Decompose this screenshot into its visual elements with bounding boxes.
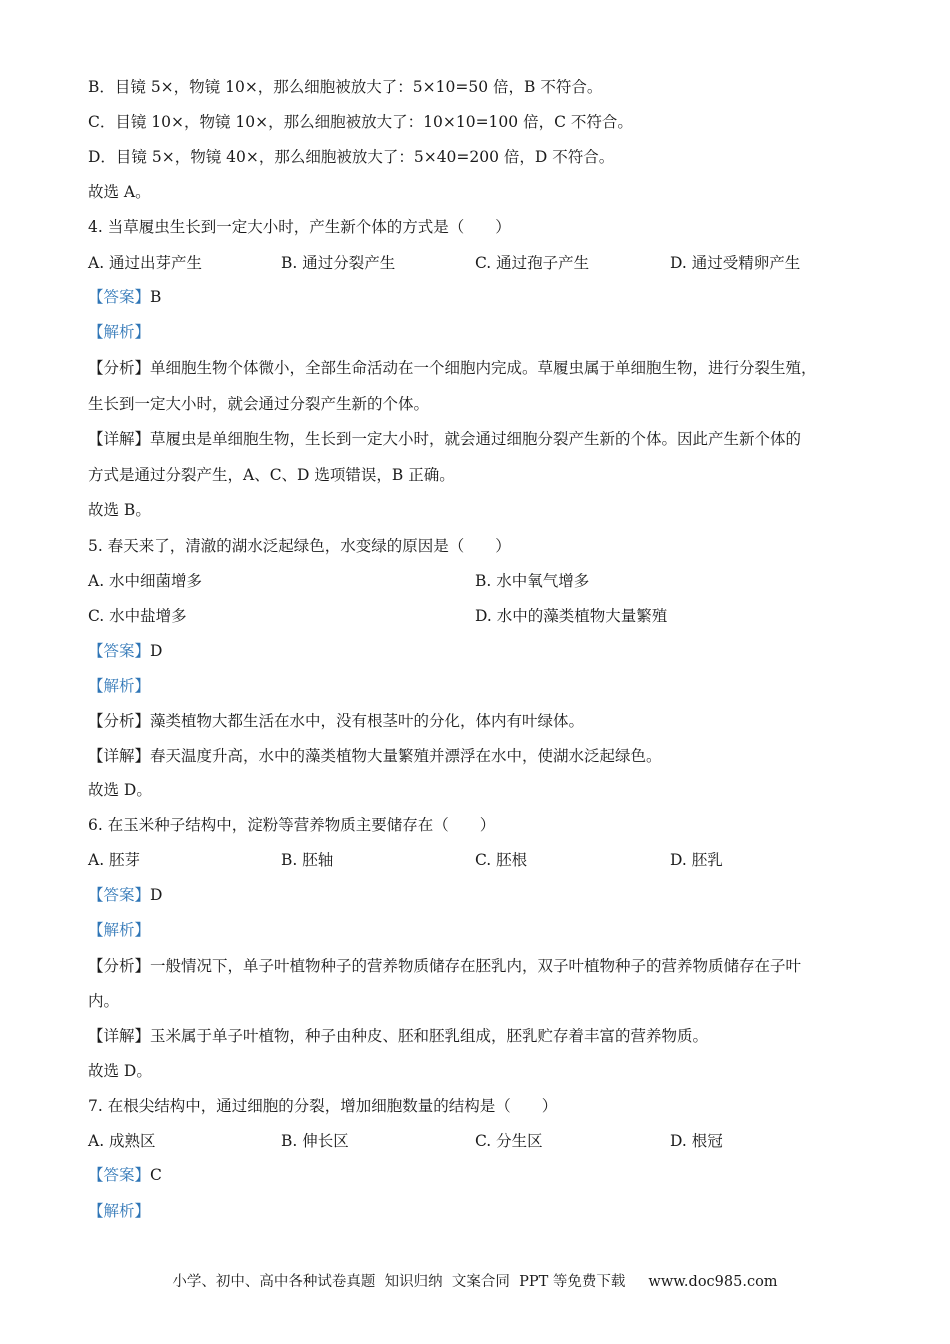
q5-analysis-tag bbox=[88, 676, 150, 696]
answer-tag: 【答案】 bbox=[88, 1166, 151, 1184]
q4-option-d: D. 通过受精卵产生 bbox=[670, 254, 801, 272]
q7-answer bbox=[88, 1165, 162, 1185]
q5-xiangjie-line1 bbox=[88, 746, 662, 766]
answer-tag: 【答案】 bbox=[88, 288, 151, 306]
q7-option-b: B. 伸长区 bbox=[281, 1132, 349, 1150]
q6-option-b: B. 胚轴 bbox=[281, 851, 334, 869]
question-5: 5. 春天来了，清澈的湖水泛起绿色，水变绿的原因是（ ） bbox=[88, 537, 511, 555]
q4-fenxi-line2: 生长到一定大小时，就会通过分裂产生新的个体。 bbox=[88, 395, 430, 413]
q6-fenxi-line2: 内。 bbox=[88, 992, 120, 1010]
q5-option-c: C. 水中盐增多 bbox=[88, 607, 187, 625]
q5-option-d: D. 水中的藻类植物大量繁殖 bbox=[475, 607, 668, 625]
q4-conclusion: 故选 B。 bbox=[88, 501, 151, 519]
answer-tag: 【答案】 bbox=[88, 886, 151, 904]
q7-analysis-tag bbox=[88, 1201, 150, 1221]
xiangjie-tag: 【详解】 bbox=[88, 1027, 151, 1045]
xiangjie-text: 春天温度升高，水中的藻类植物大量繁殖并漂浮在水中，使湖水泛起绿色。 bbox=[150, 747, 662, 765]
q6-conclusion: 故选 D。 bbox=[88, 1062, 152, 1080]
q7-option-a: A. 成熟区 bbox=[88, 1132, 156, 1150]
q6-fenxi-line1 bbox=[88, 956, 801, 976]
analysis-tag: 【解析】 bbox=[88, 1202, 151, 1220]
question-7: 7. 在根尖结构中，通过细胞的分裂，增加细胞数量的结构是（ ） bbox=[88, 1097, 558, 1115]
xiangjie-text: 草履虫是单细胞生物，生长到一定大小时，就会通过细胞分裂产生新的个体。因此产生新个体的 bbox=[150, 430, 802, 448]
q6-answer bbox=[88, 885, 162, 905]
q5-answer bbox=[88, 641, 162, 661]
answer-value: D bbox=[150, 642, 163, 660]
analysis-tag: 【解析】 bbox=[88, 323, 151, 341]
q6-analysis-tag bbox=[88, 920, 150, 940]
q6-xiangjie-line1 bbox=[88, 1026, 708, 1046]
q4-analysis-tag bbox=[88, 322, 150, 342]
fenxi-tag: 【分析】 bbox=[88, 359, 151, 377]
answer-value: B bbox=[150, 288, 162, 306]
q4-xiangjie-line2: 方式是通过分裂产生，A、C、D 选项错误，B 正确。 bbox=[88, 466, 455, 484]
answer-value: C bbox=[150, 1166, 162, 1184]
question-4: 4. 当草履虫生长到一定大小时，产生新个体的方式是（ ） bbox=[88, 218, 511, 236]
q4-option-b: B. 通过分裂产生 bbox=[281, 254, 396, 272]
q5-fenxi-line1 bbox=[88, 711, 584, 731]
xiangjie-tag: 【详解】 bbox=[88, 430, 151, 448]
option-line: B．目镜 5×，物镜 10×，那么细胞被放大了：5×10=50 倍，B 不符合。 bbox=[88, 78, 603, 96]
xiangjie-tag: 【详解】 bbox=[88, 747, 151, 765]
fenxi-text: 藻类植物大都生活在水中，没有根茎叶的分化，体内有叶绿体。 bbox=[150, 712, 585, 730]
q6-option-c: C. 胚根 bbox=[475, 851, 528, 869]
option-line: D．目镜 5×，物镜 40×，那么细胞被放大了：5×40=200 倍，D 不符合。 bbox=[88, 148, 615, 166]
option-line: C．目镜 10×，物镜 10×，那么细胞被放大了：10×10=100 倍，C 不符合。 bbox=[88, 113, 633, 131]
q5-conclusion: 故选 D。 bbox=[88, 781, 152, 799]
fenxi-text: 一般情况下，单子叶植物种子的营养物质储存在胚乳内，双子叶植物种子的营养物质储存在子叶 bbox=[150, 957, 802, 975]
q4-answer bbox=[88, 287, 161, 307]
analysis-tag: 【解析】 bbox=[88, 677, 151, 695]
fenxi-text: 单细胞生物个体微小，全部生命活动在一个细胞内完成。草履虫属于单细胞生物，进行分裂生殖， bbox=[150, 359, 817, 377]
q4-fenxi-line1 bbox=[88, 358, 817, 378]
fenxi-tag: 【分析】 bbox=[88, 957, 151, 975]
xiangjie-text: 玉米属于单子叶植物，种子由种皮、胚和胚乳组成，胚乳贮存着丰富的营养物质。 bbox=[150, 1027, 709, 1045]
fenxi-tag: 【分析】 bbox=[88, 712, 151, 730]
q5-option-b: B. 水中氧气增多 bbox=[475, 572, 590, 590]
answer-value: D bbox=[150, 886, 163, 904]
question-6: 6. 在玉米种子结构中，淀粉等营养物质主要储存在（ ） bbox=[88, 816, 496, 834]
q4-option-a: A. 通过出芽产生 bbox=[88, 254, 203, 272]
q6-option-d: D. 胚乳 bbox=[670, 851, 723, 869]
analysis-tag: 【解析】 bbox=[88, 921, 151, 939]
q4-option-c: C. 通过孢子产生 bbox=[475, 254, 590, 272]
answer-tag: 【答案】 bbox=[88, 642, 151, 660]
q6-option-a: A. 胚芽 bbox=[88, 851, 141, 869]
page-footer: 小学、初中、高中各种试卷真题 知识归纳 文案合同 PPT 等免费下载 www.doc985.com bbox=[172, 1274, 778, 1290]
q5-option-a: A. 水中细菌增多 bbox=[88, 572, 203, 590]
q4-xiangjie-line1 bbox=[88, 429, 801, 449]
q7-option-d: D. 根冠 bbox=[670, 1132, 723, 1150]
q7-option-c: C. 分生区 bbox=[475, 1132, 543, 1150]
conclusion-line: 故选 A。 bbox=[88, 183, 151, 201]
